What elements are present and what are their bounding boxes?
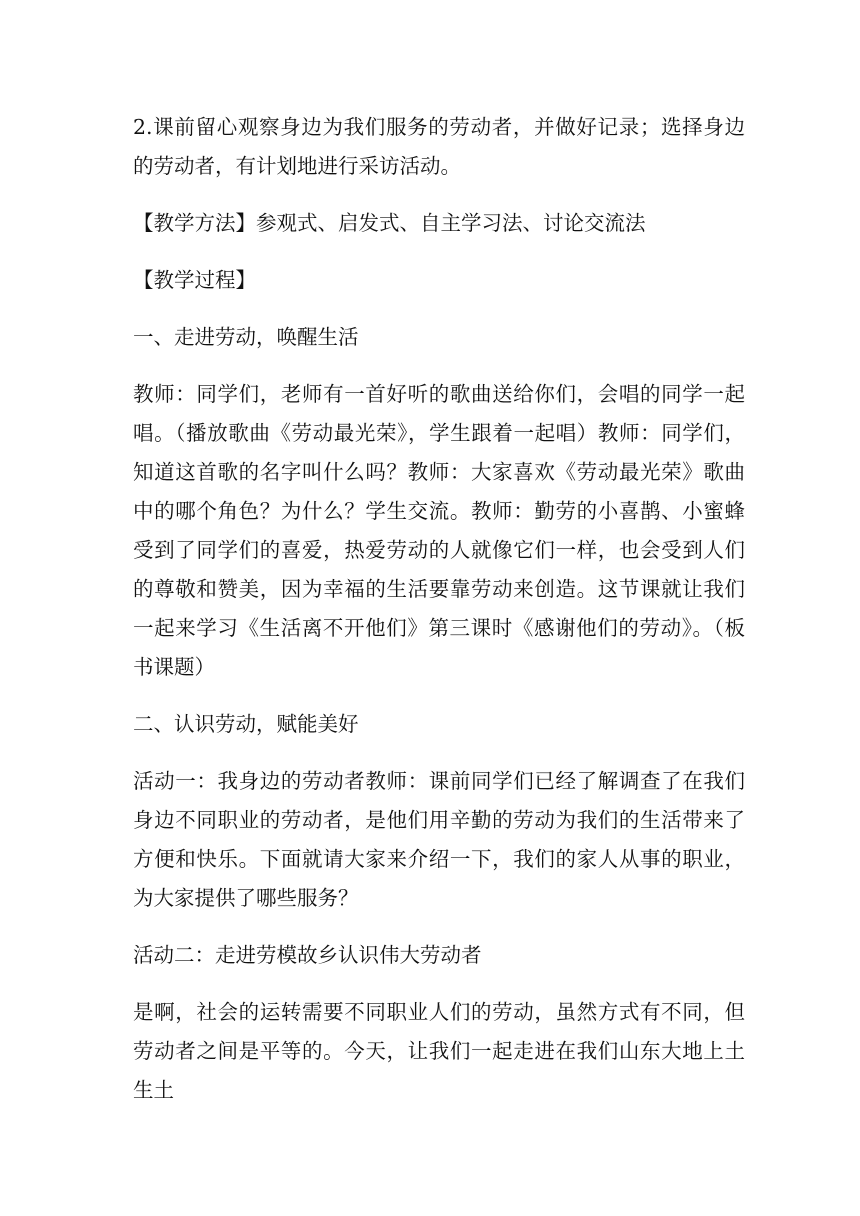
paragraph-section-one-heading: 一、走进劳动，唤醒生活 bbox=[133, 325, 359, 349]
paragraph-teaching-methods: 【教学方法】参观式、启发式、自主学习法、讨论交流法 bbox=[133, 211, 646, 235]
paragraph-section-two-heading: 二、认识劳动，赋能美好 bbox=[133, 712, 359, 736]
paragraph-preparation: 2.课前留心观察身边为我们服务的劳动者，并做好记录；选择身边的劳动者，有计划地进行采访活动。 bbox=[133, 115, 745, 178]
document-body bbox=[133, 108, 745, 1128]
paragraph-teacher-intro: 教师：同学们，老师有一首好听的歌曲送给你们，会唱的同学一起唱。（播放歌曲《劳动最光荣》，学生跟着一起唱）教师：同学们，知道这首歌的名字叫什么吗？教师：大家喜欢《劳动最光荣》歌曲中的哪个角色？为什么？学生交流。教师：勤劳的小喜鹊、小蜜蜂受到了同学们的喜爱，热爱劳动的人就像它们一样，也会受到人们的尊敬和赞美，因为幸福的生活要靠劳动来创造。这节课就让我们一起来学习《生活离不开他们》第三课时《感谢他们的劳动》。（板书课题） bbox=[133, 382, 745, 679]
paragraph-teaching-process-heading: 【教学过程】 bbox=[133, 268, 256, 292]
paragraph-activity-two-body: 是啊，社会的运转需要不同职业人们的劳动，虽然方式有不同，但劳动者之间是平等的。今天，让我们一起走进在我们山东大地上土生土 bbox=[133, 1000, 745, 1102]
paragraph-activity-two-heading: 活动二：走进劳模故乡认识伟大劳动者 bbox=[133, 943, 482, 967]
paragraph-activity-one: 活动一：我身边的劳动者教师：课前同学们已经了解调查了在我们身边不同职业的劳动者，是他们用辛勤的劳动为我们的生活带来了方便和快乐。下面就请大家来介绍一下，我们的家人从事的职业，为大家提供了哪些服务？ bbox=[133, 769, 745, 910]
